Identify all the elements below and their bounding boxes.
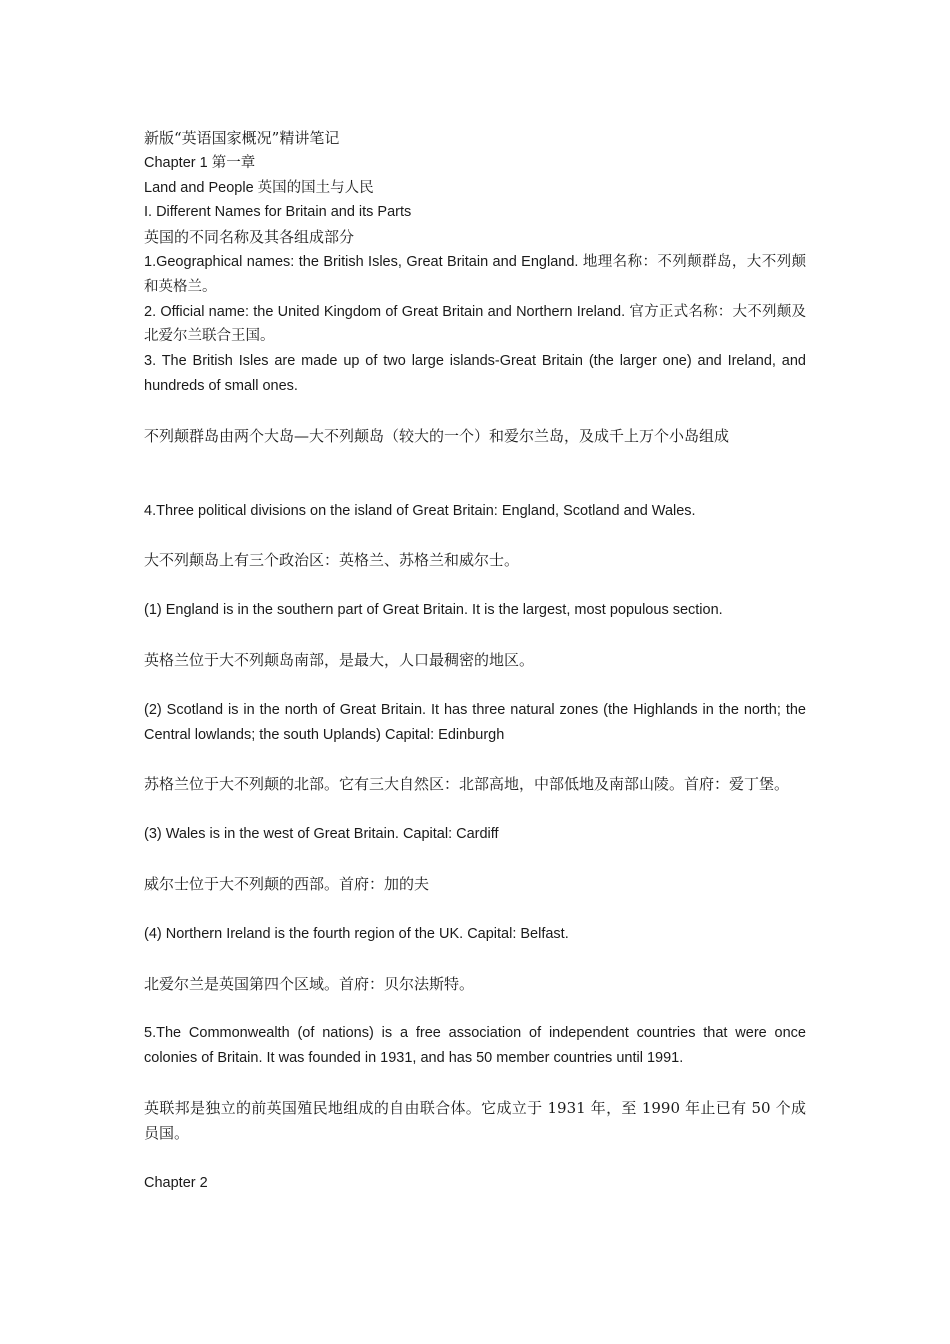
document-title: 新版“英语国家概况”精讲笔记 — [144, 129, 340, 147]
paragraph-7-cn: 威尔士位于大不列颠的西部。首府：加的夫 — [144, 874, 430, 893]
paragraph-7: (3) Wales is in the west of Great Britain. Capital: Cardiff — [144, 826, 499, 843]
paragraph-3: 3. The British Isles are made up of two large islands-Great Britain (the larger one) and Ireland, and hundreds of small ones. — [144, 353, 806, 394]
paragraph-5-cn: 英格兰位于大不列颠岛南部，是最大，人口最稠密的地区。 — [144, 650, 535, 669]
chapter-1-heading: Chapter 1 第一章 — [144, 154, 256, 171]
heading-i-cn: 英国的不同名称及其各组成部分 — [144, 228, 355, 247]
paragraph-8: (4) Northern Ireland is the fourth region of the UK. Capital: Belfast. — [144, 925, 569, 942]
paragraph-6: (2) Scotland is in the north of Great Britain. It has three natural zones (the Highlands in the north; the Central lowlands; the south Uplands) Capital: Edinburgh — [144, 701, 806, 743]
paragraph-3-cn: 不列颠群岛由两个大岛—大不列颠岛（较大的一个）和爱尔兰岛，及成千上万个小岛组成 — [144, 426, 730, 445]
paragraph-9: 5.The Commonwealth (of nations) is a free association of independent countries that were once colonies of Britain. It was founded in 1931, and has 50 member countries until 1991. — [144, 1025, 806, 1067]
paragraph-2: 2. Official name: the United Kingdom of Great Britain and Northern Ireland. 官方正式名称：大不列颠及北爱尔兰联合王国。 — [144, 303, 806, 345]
paragraph-9-cn: 英联邦是独立的前英国殖民地组成的自由联合体。它成立于 1931 年，至 1990 年止已有 50 个成员国。 — [144, 1098, 806, 1142]
chapter-2-heading: Chapter 2 — [144, 1174, 208, 1191]
heading-i: I. Different Names for Britain and its Parts — [144, 204, 412, 221]
document-body — [144, 126, 806, 1195]
paragraph-4-cn: 大不列颠岛上有三个政治区：英格兰、苏格兰和威尔士。 — [144, 551, 520, 570]
paragraph-8-cn: 北爱尔兰是英国第四个区域。首府：贝尔法斯特。 — [144, 974, 475, 993]
paragraph-4: 4.Three political divisions on the island of Great Britain: England, Scotland and Wales. — [144, 502, 696, 519]
section-title: Land and People 英国的国土与人民 — [144, 179, 374, 196]
paragraph-1: 1.Geographical names: the British Isles, Great Britain and England. 地理名称：不列颠群岛，大不列颠和英格兰。 — [144, 253, 806, 295]
paragraph-5: (1) England is in the southern part of Great Britain. It is the largest, most populous section. — [144, 602, 723, 619]
paragraph-6-cn: 苏格兰位于大不列颠的北部。它有三大自然区：北部高地，中部低地及南部山陵。首府：爱丁堡。 — [144, 775, 790, 794]
